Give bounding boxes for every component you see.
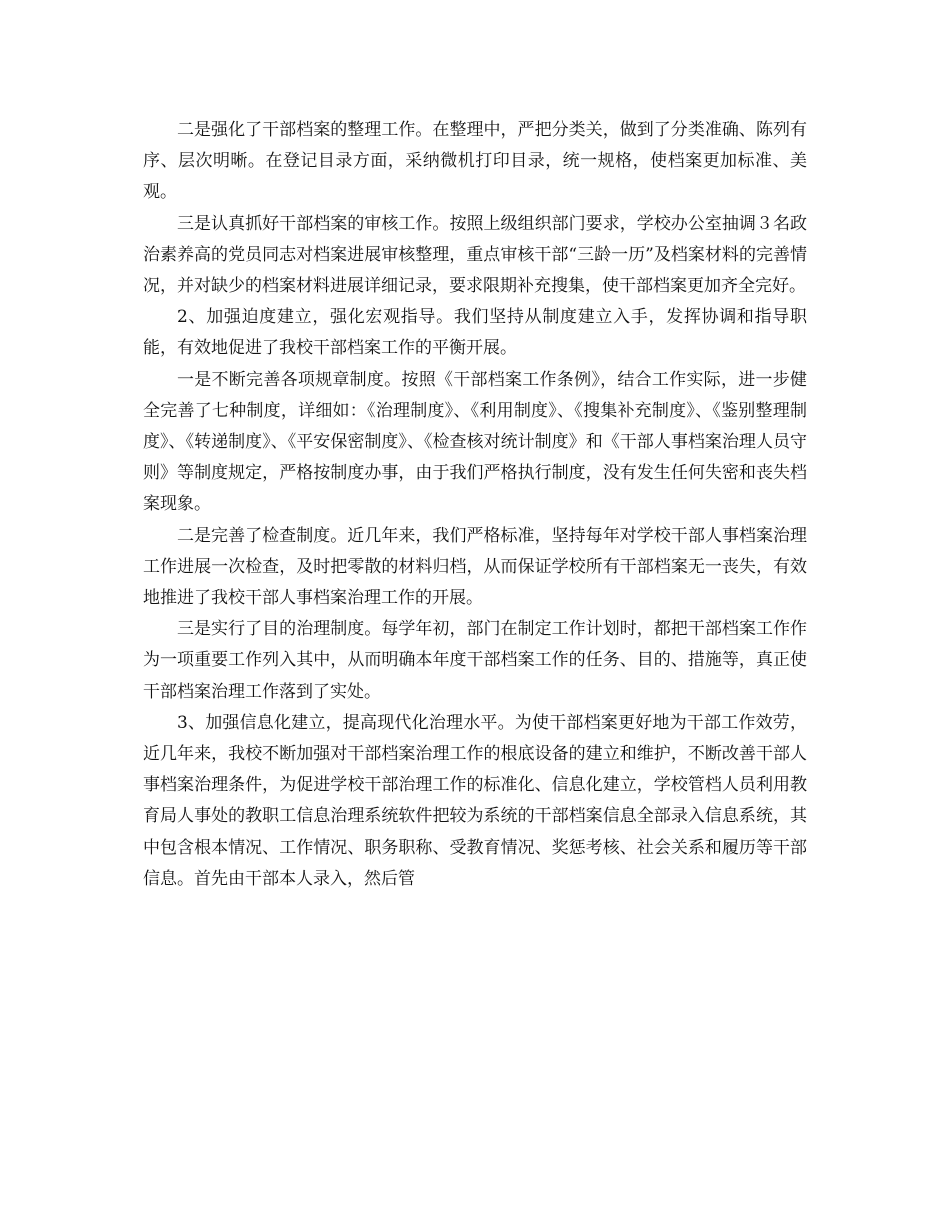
paragraph-target-management: 三是实行了目的治理制度。每学年初，部门在制定工作计划时，都把干部档案工作作为一项重要工作列入其中，从而明确本年度干部档案工作的任务、目的、措施等，真正使干部档案治理工作落到了实处。 [143, 619, 807, 702]
paragraph-archive-review: 三是认真抓好干部档案的审核工作。按照上级组织部门要求，学校办公室抽调３名政治素养高的党员同志对档案进展审核整理，重点审核干部“三龄一历”及档案材料的完善情况，并对缺少的档案材料进展详细记录，要求限期补充搜集，使干部档案更加齐全完好。 [143, 213, 807, 297]
document-body [143, 115, 807, 895]
paragraph-rules-improvement: 一是不断完善各项规章制度。按照《干部档案工作条例》，结合工作实际，进一步健全完善了七种制度，详细如：《治理制度》、《利用制度》、《搜集补充制度》、《鉴别整理制度》、《转递制度》、《平安保密制度》、《检查核对统计制度》和《干部人事档案治理人员守则》等制度规定，严格按制度办事，由于我们严格执行制度，没有发生任何失密和丧失档案现象。 [143, 369, 807, 515]
paragraph-informatization: 3、加强信息化建立，提高现代化治理水平。为使干部档案更好地为干部工作效劳，近几年来，我校不断加强对干部档案治理工作的根底设备的建立和维护，不断改善干部人事档案治理条件，为促进学校干部治理工作的标准化、信息化建立，学校管档人员利用教育局人事处的教职工信息治理系统软件把较为系统的干部档案信息全部录入信息系统，其中包含根本情况、工作情况、职务职称、受教育情况、奖惩考核、社会关系和履历等干部信息。首先由干部本人录入，然后管 [143, 712, 807, 889]
paragraph-archive-organizing: 二是强化了干部档案的整理工作。在整理中，严把分类关，做到了分类准确、陈列有序、层次明晰。在登记目录方面，采纳微机打印目录，统一规格，使档案更加标准、美观。 [143, 120, 807, 203]
paragraph-system-building: 2、加强迫度建立，强化宏观指导。我们坚持从制度建立入手，发挥协调和指导职能，有效地促进了我校干部档案工作的平衡开展。 [143, 307, 807, 359]
paragraph-inspection-system: 二是完善了检查制度。近几年来，我们严格标准，坚持每年对学校干部人事档案治理工作进展一次检查，及时把零散的材料归档，从而保证学校所有干部档案无一丧失，有效地推进了我校干部人事档案治理工作的开展。 [143, 525, 807, 609]
